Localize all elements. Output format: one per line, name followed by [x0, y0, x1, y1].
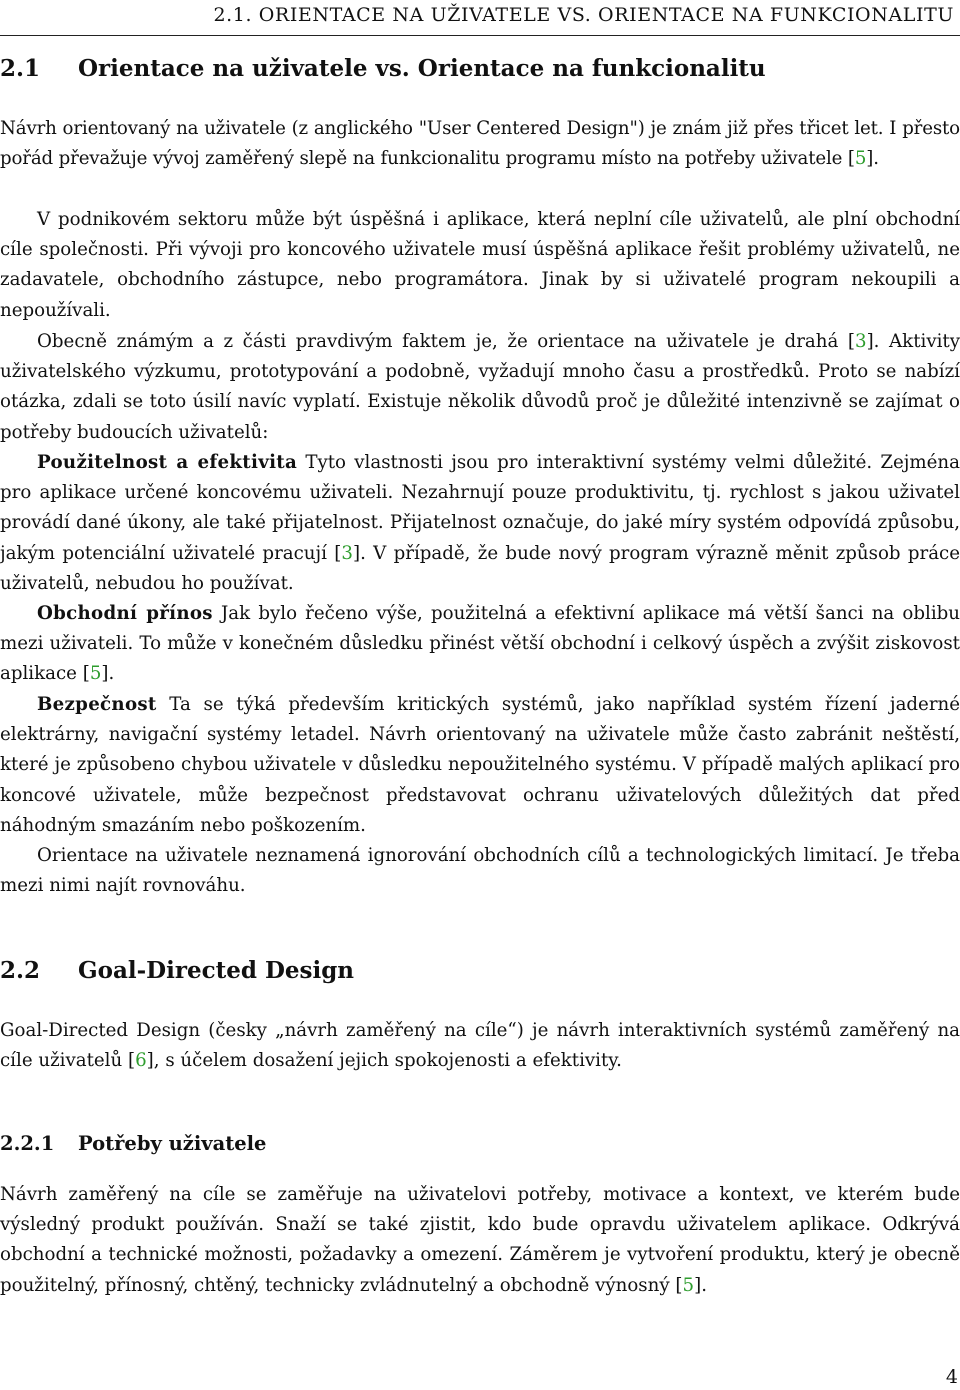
subsection-title: Potřeby uživatele	[78, 1132, 267, 1155]
citation-link[interactable]: 5	[682, 1274, 695, 1296]
section-title: Orientace na uživatele vs. Orientace na funkcionalitu	[78, 55, 766, 82]
paragraph-text: Návrh orientovaný na uživatele (z anglického "User Centered Design") je znám již přes třicet let. I přesto pořád převažuje vývoj zaměřený slepě na funkcionalitu programu místo na potřeby uživatele [	[0, 118, 960, 170]
subsection-heading-2-2-1	[0, 1132, 266, 1155]
paragraph-lead: Obchodní přínos	[37, 603, 213, 624]
subsection-number: 2.2.1	[0, 1132, 55, 1155]
paragraph-text: V podnikovém sektoru může být úspěšná i aplikace, která neplní cíle uživatelů, ale plní obchodní cíle společnosti. Při vývoji pro koncového uživatele musí úspěšná aplikace řešit problémy uživatelů, ne zadavatele, obchodního zástupce, nebo programátora. Jinak by si uživatelé program nekoupili a nepoužívali.	[0, 209, 960, 321]
page-number: 4	[945, 1366, 958, 1388]
section-heading-2-1	[0, 55, 766, 82]
section-heading-2-2	[0, 957, 354, 984]
paragraph-text: Orientace na uživatele neznamená ignorování obchodních cílů a technologických limitací. Je třeba mezi nimi najít rovnováhu.	[0, 845, 960, 897]
paragraph	[0, 841, 960, 901]
section-number: 2.2	[0, 957, 41, 984]
paragraph	[0, 1016, 960, 1076]
paragraph	[0, 327, 960, 448]
paragraph-text: ], s účelem dosažení jejich spokojenosti a efektivity.	[146, 1050, 622, 1072]
section-title: Goal-Directed Design	[78, 957, 355, 984]
header-rule	[0, 35, 960, 36]
paragraph-text: Jak bylo řečeno výše, použitelná a efektivní aplikace má větší šanci na oblibu mezi uživateli. To může v konečném důsledku přinést větší obchodní i celkový úspěch a zvýšit ziskovost aplikace [	[0, 603, 960, 685]
paragraph-text: ].	[866, 148, 879, 170]
paragraph-text: Ta se týká především kritických systémů, jako například systém řízení jaderné elektrárny, navigační systémy letadel. Návrh orientovaný na uživatele může často zabránit neštěstí, které je způsobeno chybou uživatele v důsledku nepoužitelného systému. V případě malých aplikací pro koncové uživatele, může bezpečnost představovat ochranu uživatelových důležitých dat před náhodným smazáním nebo poškozením.	[0, 694, 960, 836]
paragraph	[0, 205, 960, 326]
citation-link[interactable]: 3	[854, 331, 867, 352]
paragraph	[0, 448, 960, 599]
paragraph-text: Goal-Directed Design (česky „návrh zaměřený na cíle“) je návrh interaktivních systémů zaměřený na cíle uživatelů [	[0, 1020, 960, 1072]
citation-link[interactable]: 3	[341, 542, 353, 564]
running-head: 2.1. ORIENTACE NA UŽIVATELE VS. ORIENTACE NA FUNKCIONALITU	[213, 4, 954, 26]
paragraph-text: ].	[694, 1274, 707, 1296]
paragraph	[0, 114, 960, 174]
paragraph-text: Tyto vlastnosti jsou pro interaktivní systémy velmi důležité. Zejména pro aplikace určené koncovému uživateli. Nezahrnují pouze produktivitu, tj. rychlost s jakou uživatel provádí dané úkony, ale také přijatelnost. Přijatelnost označuje, do jaké míry systém odpovídá způsobu, jakým potenciální uživatelé pracují [	[0, 452, 960, 564]
paragraph	[0, 1180, 960, 1301]
paragraph-lead: Použitelnost a efektivita	[37, 452, 298, 473]
section-number: 2.1	[0, 55, 41, 82]
paragraph	[0, 599, 960, 690]
paragraph-text: ].	[101, 663, 115, 685]
paragraph-lead: Bezpečnost	[37, 694, 157, 715]
citation-link[interactable]: 5	[89, 663, 102, 685]
paragraph-text: ]. V případě, že bude nový program výrazně měnit způsob práce uživatelů, nebudou ho používat.	[0, 542, 960, 594]
paragraph-text: Návrh zaměřený na cíle se zaměřuje na uživatelovi potřeby, motivace a kontext, ve kterém bude výsledný produkt používán. Snaží se také zjistit, kdo bude opravdu uživatelem aplikace. Odkrývá obchodní a technické možnosti, požadavky a omezení. Záměrem je vytvoření produktu, který je obecně použitelný, přínosný, chtěný, technicky zvládnutelný a obchodně výnosný [	[0, 1184, 960, 1296]
citation-link[interactable]: 5	[854, 148, 867, 170]
paragraph-text: Obecně známým a z části pravdivým faktem je, že orientace na uživatele je drahá [	[37, 331, 855, 352]
paragraph	[0, 690, 960, 841]
citation-link[interactable]: 6	[135, 1050, 147, 1072]
paragraph-text: ]. Aktivity uživatelského výzkumu, prototypování a podobně, vyžadují mnoho času a prostředků. Proto se nabízí otázka, zdali se toto úsilí navíc vyplatí. Existuje několik důvodů proč je důležité intenzivně se zajímat o potřeby budoucích uživatelů:	[0, 331, 960, 443]
